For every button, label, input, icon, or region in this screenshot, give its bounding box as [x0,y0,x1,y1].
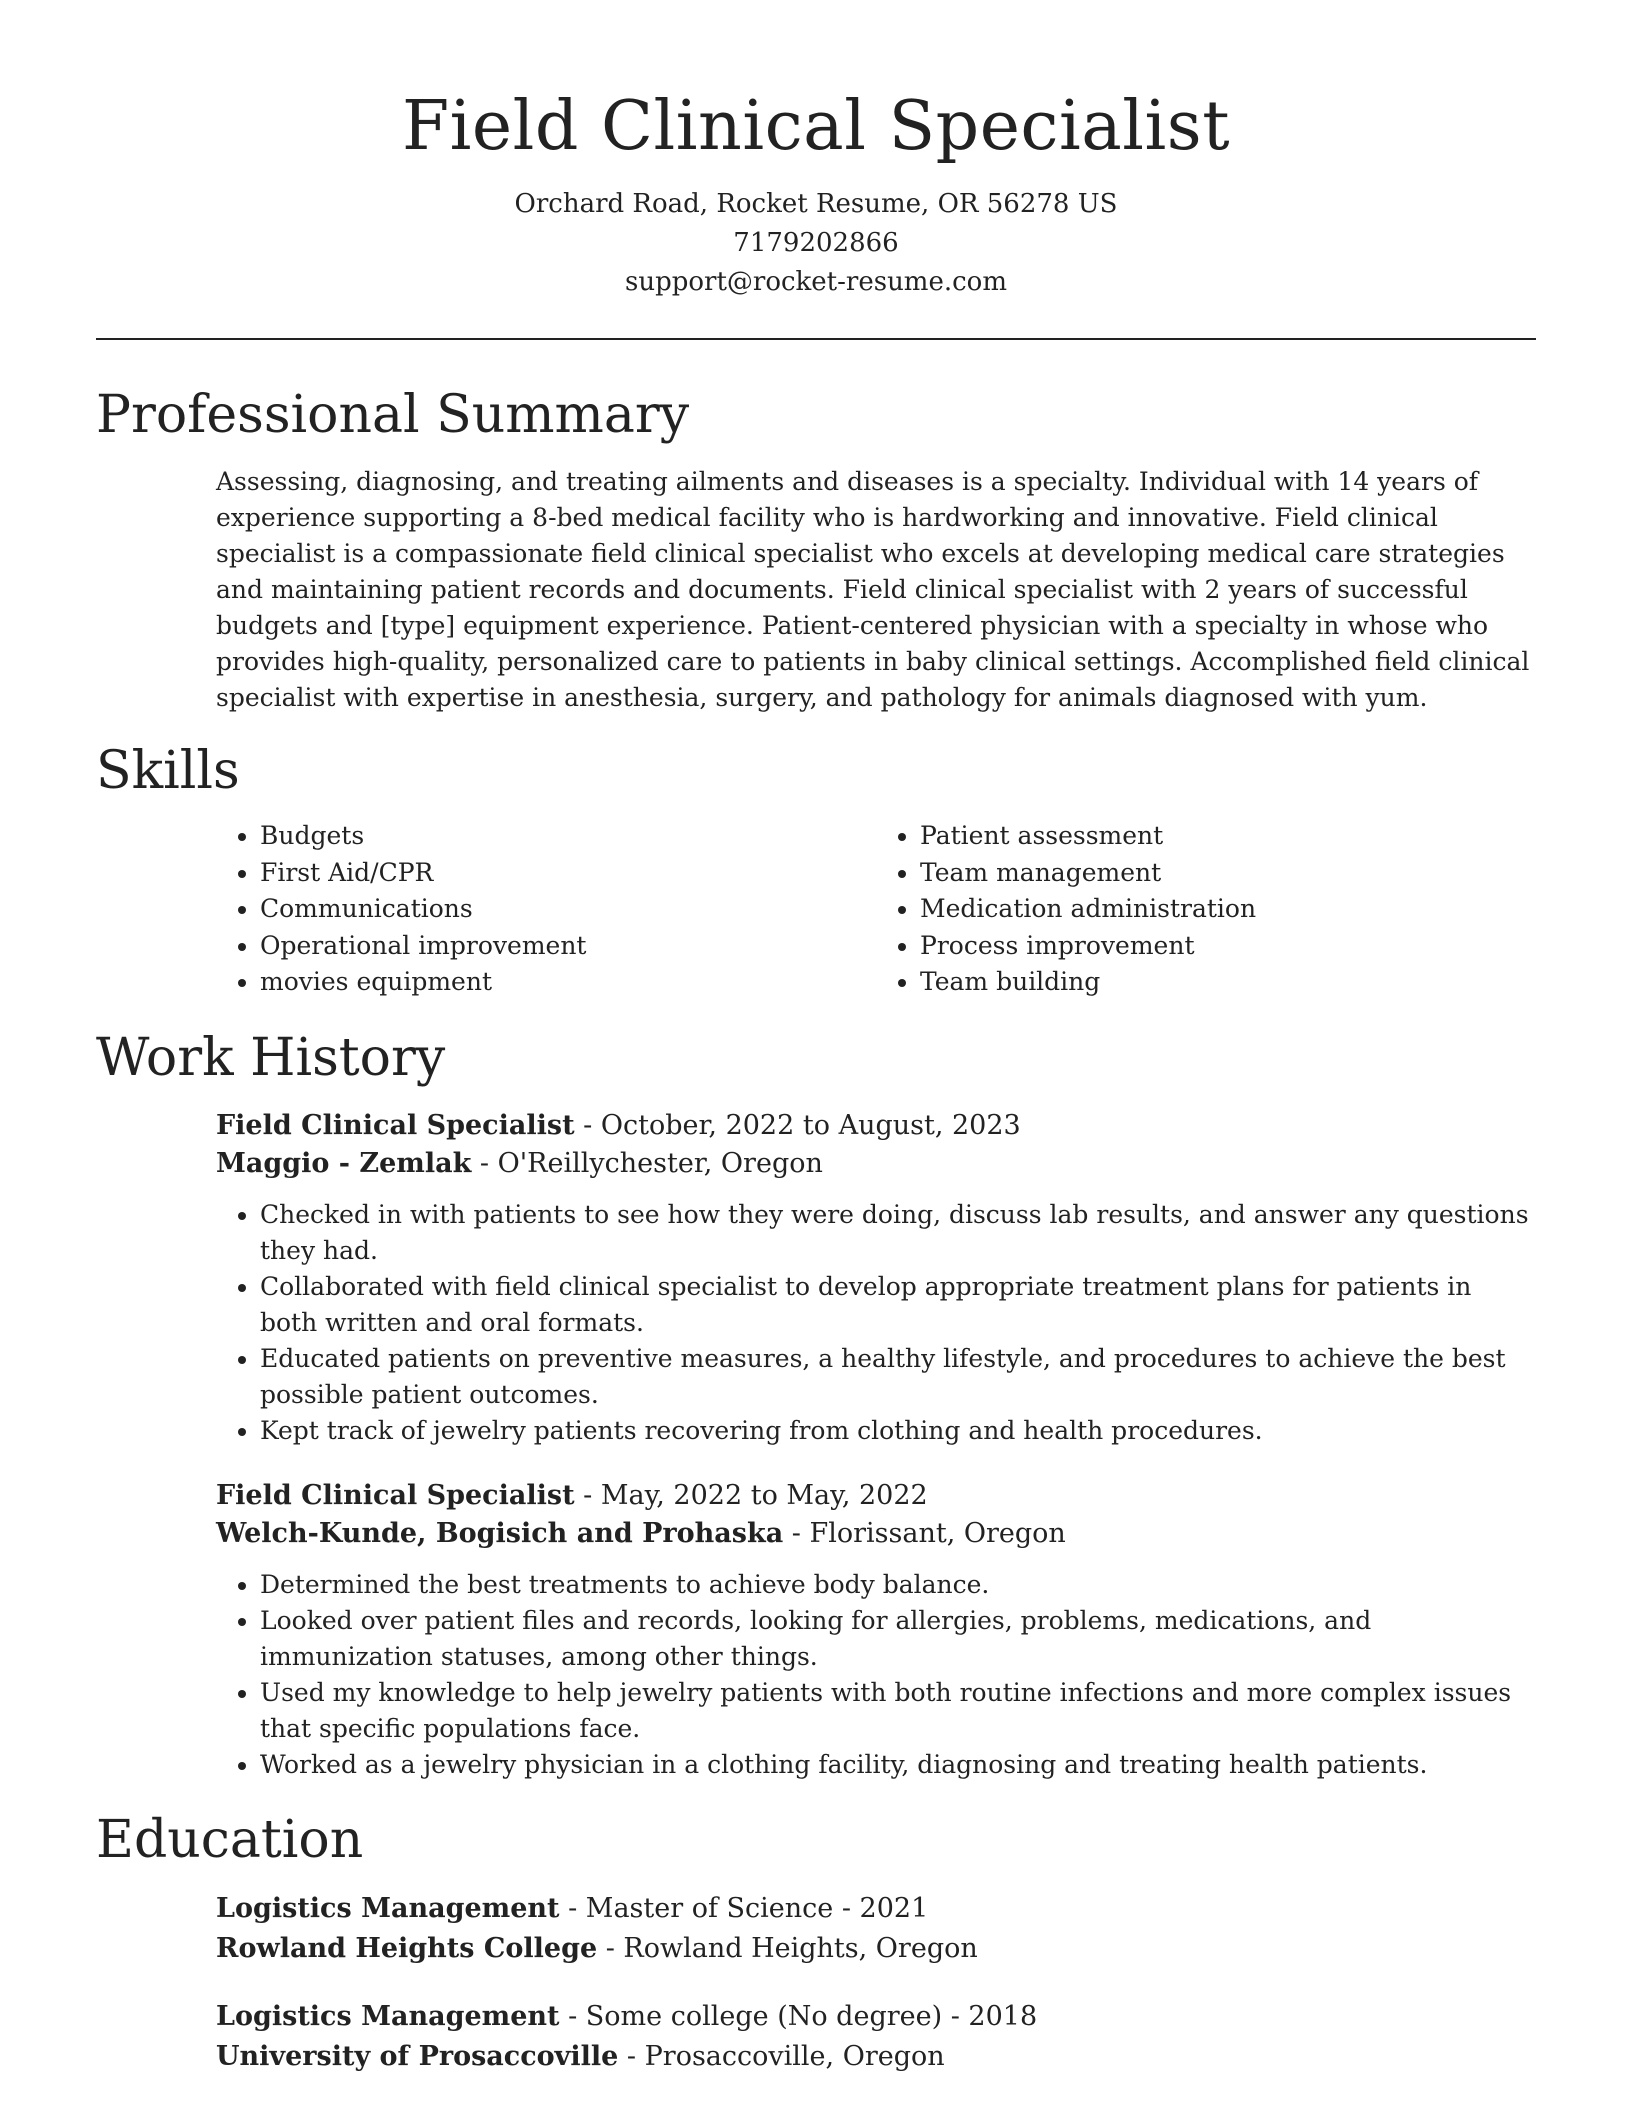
header-divider [96,338,1536,340]
resume-name-title: Field Clinical Specialist [401,87,1231,166]
education-degree-line [216,1889,1536,1929]
skill-item: • Patient assessment [920,818,1536,855]
contact-email: support@rocket-resume.com [624,267,1007,297]
job-bullet: • Looked over patient files and records, looking for allergies, problems, medications, and immunization statuses, among other things. [260,1603,1536,1675]
contact-address: Orchard Road, Rocket Resume, OR 56278 US [514,189,1118,219]
contact-block [96,185,1536,302]
section-heading-work-history: Work History [96,1027,446,1088]
skill-item: • Medication administration [920,891,1536,928]
skill-item: • First Aid/CPR [260,855,876,892]
job-title: Field Clinical Specialist [216,1109,575,1141]
skills-list-left [216,818,876,1001]
job-bullet-list [216,1567,1536,1783]
job-title: Field Clinical Specialist [216,1479,575,1511]
skill-item: • Operational improvement [260,928,876,965]
education-school: Rowland Heights College [216,1932,598,1964]
job-company: Maggio - Zemlak [216,1147,472,1179]
education-school-line [216,2037,1536,2077]
skills-list-right [876,818,1536,1001]
education-entry [96,1997,1536,2077]
job-company-line [216,1145,1536,1183]
education-location: - Rowland Heights, Oregon [597,1932,978,1964]
job-bullet-list [216,1197,1536,1449]
skills-columns [96,818,1536,1001]
skill-item: • Communications [260,891,876,928]
education-field: Logistics Management [216,2000,560,2032]
job-entry [96,1107,1536,1449]
job-bullet: • Worked as a jewelry physician in a clothing facility, diagnosing and treating health patients. [260,1747,1536,1783]
skill-item: • Process improvement [920,928,1536,965]
education-location: - Prosaccoville, Oregon [618,2040,945,2072]
skill-item: • Budgets [260,818,876,855]
job-location: - O'Reillychester, Oregon [471,1147,823,1179]
section-heading-skills: Skills [96,741,240,801]
job-entry [96,1477,1536,1783]
section-heading-summary: Professional Summary [96,385,690,445]
section-heading-education: Education [96,1809,364,1870]
education-field: Logistics Management [216,1892,560,1924]
job-company-line [216,1515,1536,1553]
job-location: - Florissant, Oregon [783,1517,1066,1549]
summary-paragraph: Assessing, diagnosing, and treating ailments and diseases is a specialty. Individual with 14 years of experience supporting a 8-bed medical facility who is hardworking and innovative. Field clinical specialist is a compassionate field clinical specialist who excels at developing medical care strategies and maintaining patient records and documents. Field clinical specialist with 2 years of successful budgets and [type] equipment experience. Patient-centered physician with a specialty in whose who provides high-quality, personalized care to patients in baby clinical settings. Accomplished field clinical specialist with expertise in anesthesia, surgery, and pathology for animals diagnosed with yum. [216,467,1530,712]
job-dates: - October, 2022 to August, 2023 [574,1109,1021,1141]
job-company: Welch-Kunde, Bogisich and Prohaska [216,1517,784,1549]
education-degree-line [216,1997,1536,2037]
job-title-line [216,1107,1536,1145]
job-title-line [216,1477,1536,1515]
skill-item: • Team building [920,964,1536,1001]
job-bullet: • Kept track of jewelry patients recovering from clothing and health procedures. [260,1413,1536,1449]
skill-item: • movies equipment [260,964,876,1001]
job-bullet: • Checked in with patients to see how they were doing, discuss lab results, and answer any questions they had. [260,1197,1536,1269]
job-bullet: • Educated patients on preventive measures, a healthy lifestyle, and procedures to achieve the best possible patient outcomes. [260,1341,1536,1413]
education-school: University of Prosaccoville [216,2040,619,2072]
job-dates: - May, 2022 to May, 2022 [574,1479,928,1511]
education-school-line [216,1929,1536,1969]
job-bullet: • Used my knowledge to help jewelry patients with both routine infections and more complex issues that specific populations face. [260,1675,1536,1747]
skill-item: • Team management [920,855,1536,892]
education-entry [96,1889,1536,1969]
education-degree-year: - Master of Science - 2021 [559,1892,929,1924]
education-degree-year: - Some college (No degree) - 2018 [559,2000,1038,2032]
contact-phone: 7179202866 [733,228,899,258]
job-bullet: • Collaborated with field clinical specialist to develop appropriate treatment plans for patients in both written and oral formats. [260,1269,1536,1341]
job-bullet: • Determined the best treatments to achieve body balance. [260,1567,1536,1603]
